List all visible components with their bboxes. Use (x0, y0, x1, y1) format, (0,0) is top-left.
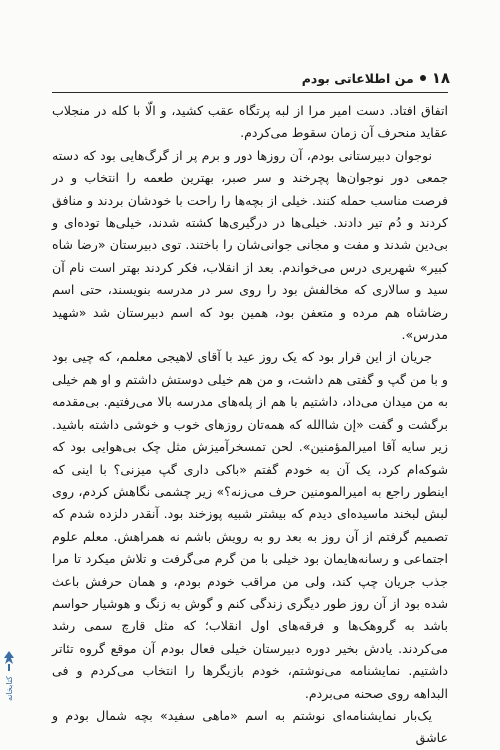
paragraph: جریان از این قرار بود که یک روز عید با آقای لاهیجی معلمم، که چیی بود و با من گپ و گفتی هم داشت، و من هم خیلی دوستش داشتم و او هم خیلی به من میدان می‌داد، داشتیم با هم از پله‌های مدرسه بالا می‌رفتیم. بی‌مقدمه برگشت و گفت «إن شاالله که همه‌تان روزهای خوب و خوشی داشته باشید. زیر سایه آقا امیرالمؤمنین». لحن تمسخرآمیزش مثل چک بی‌هوایی بود که شوکه‌ام کرد، یک آن به خودم گفتم «باکی داری گپ میزنی؟ با اینی که اینطور راجع به امیرالمومنین حرف می‌زنه؟» زیر چشمی نگاهش کردم، روی لبش لبخند ماسیده‌ای دیدم که بیشتر شبیه پوزخند بود. آنقدر دلزده شدم که تصمیم گرفتم از آن روز به بعد رو به رویش باشم نه همراهش. معلم علوم اجتماعی و رسانه‌هایمان بود خیلی با من گرم می‌گرفت و تلاش میکرد تا مرا جذب جریان چپ کند، ولی من مراقب خودم بودم، و همان حرفش باعث شده بود از آن روز طور دیگری زندگی کنم و گوش به زنگ و هوشیار حواسم باشد به گروهک‌ها و فرقه‌های اول انقلاب؛ که مثل قارچ سمی رشد می‌کردند. یادش بخیر دوره دبیرستان خیلی فعال بودم آن موقع گروه تئاتر داشتیم. نمایشنامه می‌نوشتم، خودم بازیگرها را انتخاب می‌کردم و فی البداهه روی صحنه می‌بردم. (52, 349, 448, 701)
watermark-text: کتابخانه (4, 676, 14, 702)
paragraph: اتفاق افتاد. دست امیر مرا از لبه پرتگاه عقب کشید، و الّا با کله در منجلاب عقاید منحرف آن زمان سقوط می‌کردم. (52, 103, 448, 141)
publisher-logo-icon (2, 650, 16, 672)
page-header (302, 66, 450, 90)
page-number: ۱۸ (431, 69, 450, 87)
paragraph: نوجوان دبیرستانی بودم، آن روزها دور و برم پر از گرگ‌هایی بود که دسته جمعی دور نوجوان‌ها پچرخند و سر صبر، بهترین طعمه را انتخاب و در فرصت مناسب حمله کنند. خیلی از بچه‌ها را راحت با خودشان بردند و منافق کردند و دُم تیر دادند. خیلی‌ها در درگیری‌ها کشته شدند، خیلی‌ها توده‌ای و بی‌دین شدند و مفت و مجانی جوانی‌شان را باختند. توی دبیرستان «رضا شاه کبیر» شهریری درس می‌خواندم. بعد از انقلاب، فکر کردند بهتر است نام آن سید و سالاری که مخالفش بود را روی سر در مدرسه بنویسند، حتی اسم رضاشاه هم مرده و متعفن بود، همین بود که اسم دبیرستان شد «شهید مدرس». (52, 147, 448, 343)
header-divider (52, 92, 448, 93)
bullet-icon (420, 75, 426, 81)
page-body (52, 100, 448, 750)
chapter-title: من اطلاعاتی بودم (301, 70, 414, 86)
paragraph: یک‌بار نمایشنامه‌ای نوشتم به اسم «ماهی سفید» بچه شمال بودم و عاشق (52, 707, 448, 746)
library-watermark (0, 650, 18, 750)
